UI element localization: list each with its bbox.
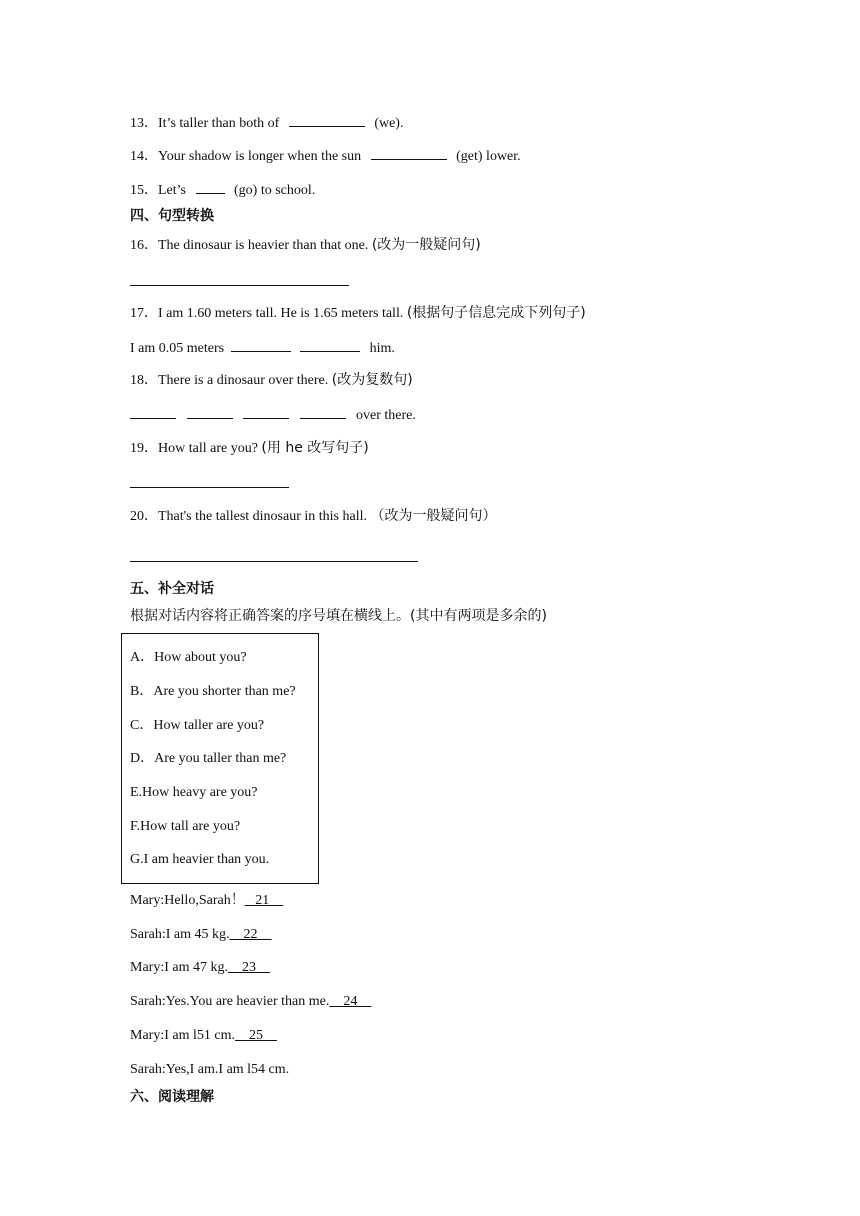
dialogue-line-2 [130,926,272,944]
question-15 [130,180,315,200]
answer-line-16[interactable] [130,285,349,286]
answer-blank-13[interactable] [289,113,365,127]
answer-line-20[interactable] [130,561,418,562]
answer-blank-18d[interactable] [300,405,346,419]
section-6-title: 六、阅读理解 [130,1089,214,1105]
question-14-hint: (get) lower. [456,149,521,164]
answer-blank-22[interactable]: 22 [229,927,272,942]
dialogue-line-6-text: Sarah:Yes,I am.I am l54 cm. [130,1062,290,1077]
question-17-fill-line [130,338,395,358]
dialogue-line-1 [130,892,283,910]
question-17-text: 17．I am 1.60 meters tall. He is 1.65 meters tall. [130,306,404,321]
question-18-fill-line [130,405,416,425]
option-c: C．How taller are you? [130,718,265,733]
question-18-text: 18．There is a dinosaur over there. [130,373,329,388]
question-14-text: 14．Your shadow is longer when the sun [130,149,362,164]
answer-blank-17a[interactable] [231,338,291,352]
dialogue-line-4-text: Sarah:Yes.You are heavier than me. [130,994,330,1009]
dialogue-line-3 [130,959,270,977]
answer-blank-25[interactable]: 25 [234,1028,277,1043]
option-e: E.How heavy are you? [130,785,258,800]
question-13-text: 13．It’s taller than both of [130,116,280,131]
answer-blank-23[interactable]: 23 [227,960,270,975]
question-18-line-end: over there. [356,408,416,423]
section-5-instruction: 根据对话内容将正确答案的序号填在横线上。(其中有两项是多余的) [130,608,547,624]
dialogue-line-4 [130,993,371,1011]
question-13-hint: (we). [374,116,404,131]
question-17 [130,304,586,323]
question-13 [130,113,403,133]
question-17-line-start: I am 0.05 meters [130,341,225,356]
option-d: D．Are you taller than me? [130,751,287,766]
question-20 [130,507,497,526]
question-19-text: 19．How tall are you? [130,441,258,456]
question-20-text: 20．That's the tallest dinosaur in this hall. [130,509,367,524]
question-16-text: 16．The dinosaur is heavier than that one. [130,238,369,253]
section-4-title: 四、句型转换 [130,208,214,224]
question-17-line-end: him. [369,341,395,356]
question-20-note: （改为一般疑问句） [370,508,497,524]
question-15-hint: (go) to school. [234,183,316,198]
answer-blank-18a[interactable] [130,405,176,419]
dialogue-line-1-text: Mary:Hello,Sarah！ [130,893,245,908]
dialogue-line-3-text: Mary:I am 47 kg. [130,960,228,975]
question-18-note: (改为复数句) [331,372,413,388]
option-g: G.I am heavier than you. [130,852,270,867]
question-16 [130,236,481,255]
option-b: B．Are you shorter than me? [130,684,296,699]
answer-blank-15[interactable] [196,180,225,194]
section-5-title: 五、补全对话 [130,581,214,597]
answer-blank-18b[interactable] [187,405,233,419]
question-17-note: (根据句子信息完成下列句子) [406,305,586,321]
dialogue-line-2-text: Sarah:I am 45 kg. [130,927,230,942]
option-a: A．How about you? [130,650,247,665]
answer-blank-24[interactable]: 24 [329,994,372,1009]
dialogue-line-5-text: Mary:I am l51 cm. [130,1028,235,1043]
question-16-note: (改为一般疑问句) [371,237,481,253]
dialogue-line-6 [130,1061,289,1079]
question-19 [130,439,369,458]
answer-blank-17b[interactable] [300,338,360,352]
dialogue-line-5 [130,1027,277,1045]
question-19-note: (用 he 改写句子) [261,440,369,456]
option-f: F.How tall are you? [130,819,241,834]
question-14 [130,146,521,166]
answer-blank-21[interactable]: 21 [244,893,284,908]
question-15-text: 15．Let’s [130,183,186,198]
answer-blank-18c[interactable] [243,405,289,419]
question-18 [130,371,413,390]
answer-line-19[interactable] [130,487,289,488]
answer-blank-14[interactable] [371,146,447,160]
